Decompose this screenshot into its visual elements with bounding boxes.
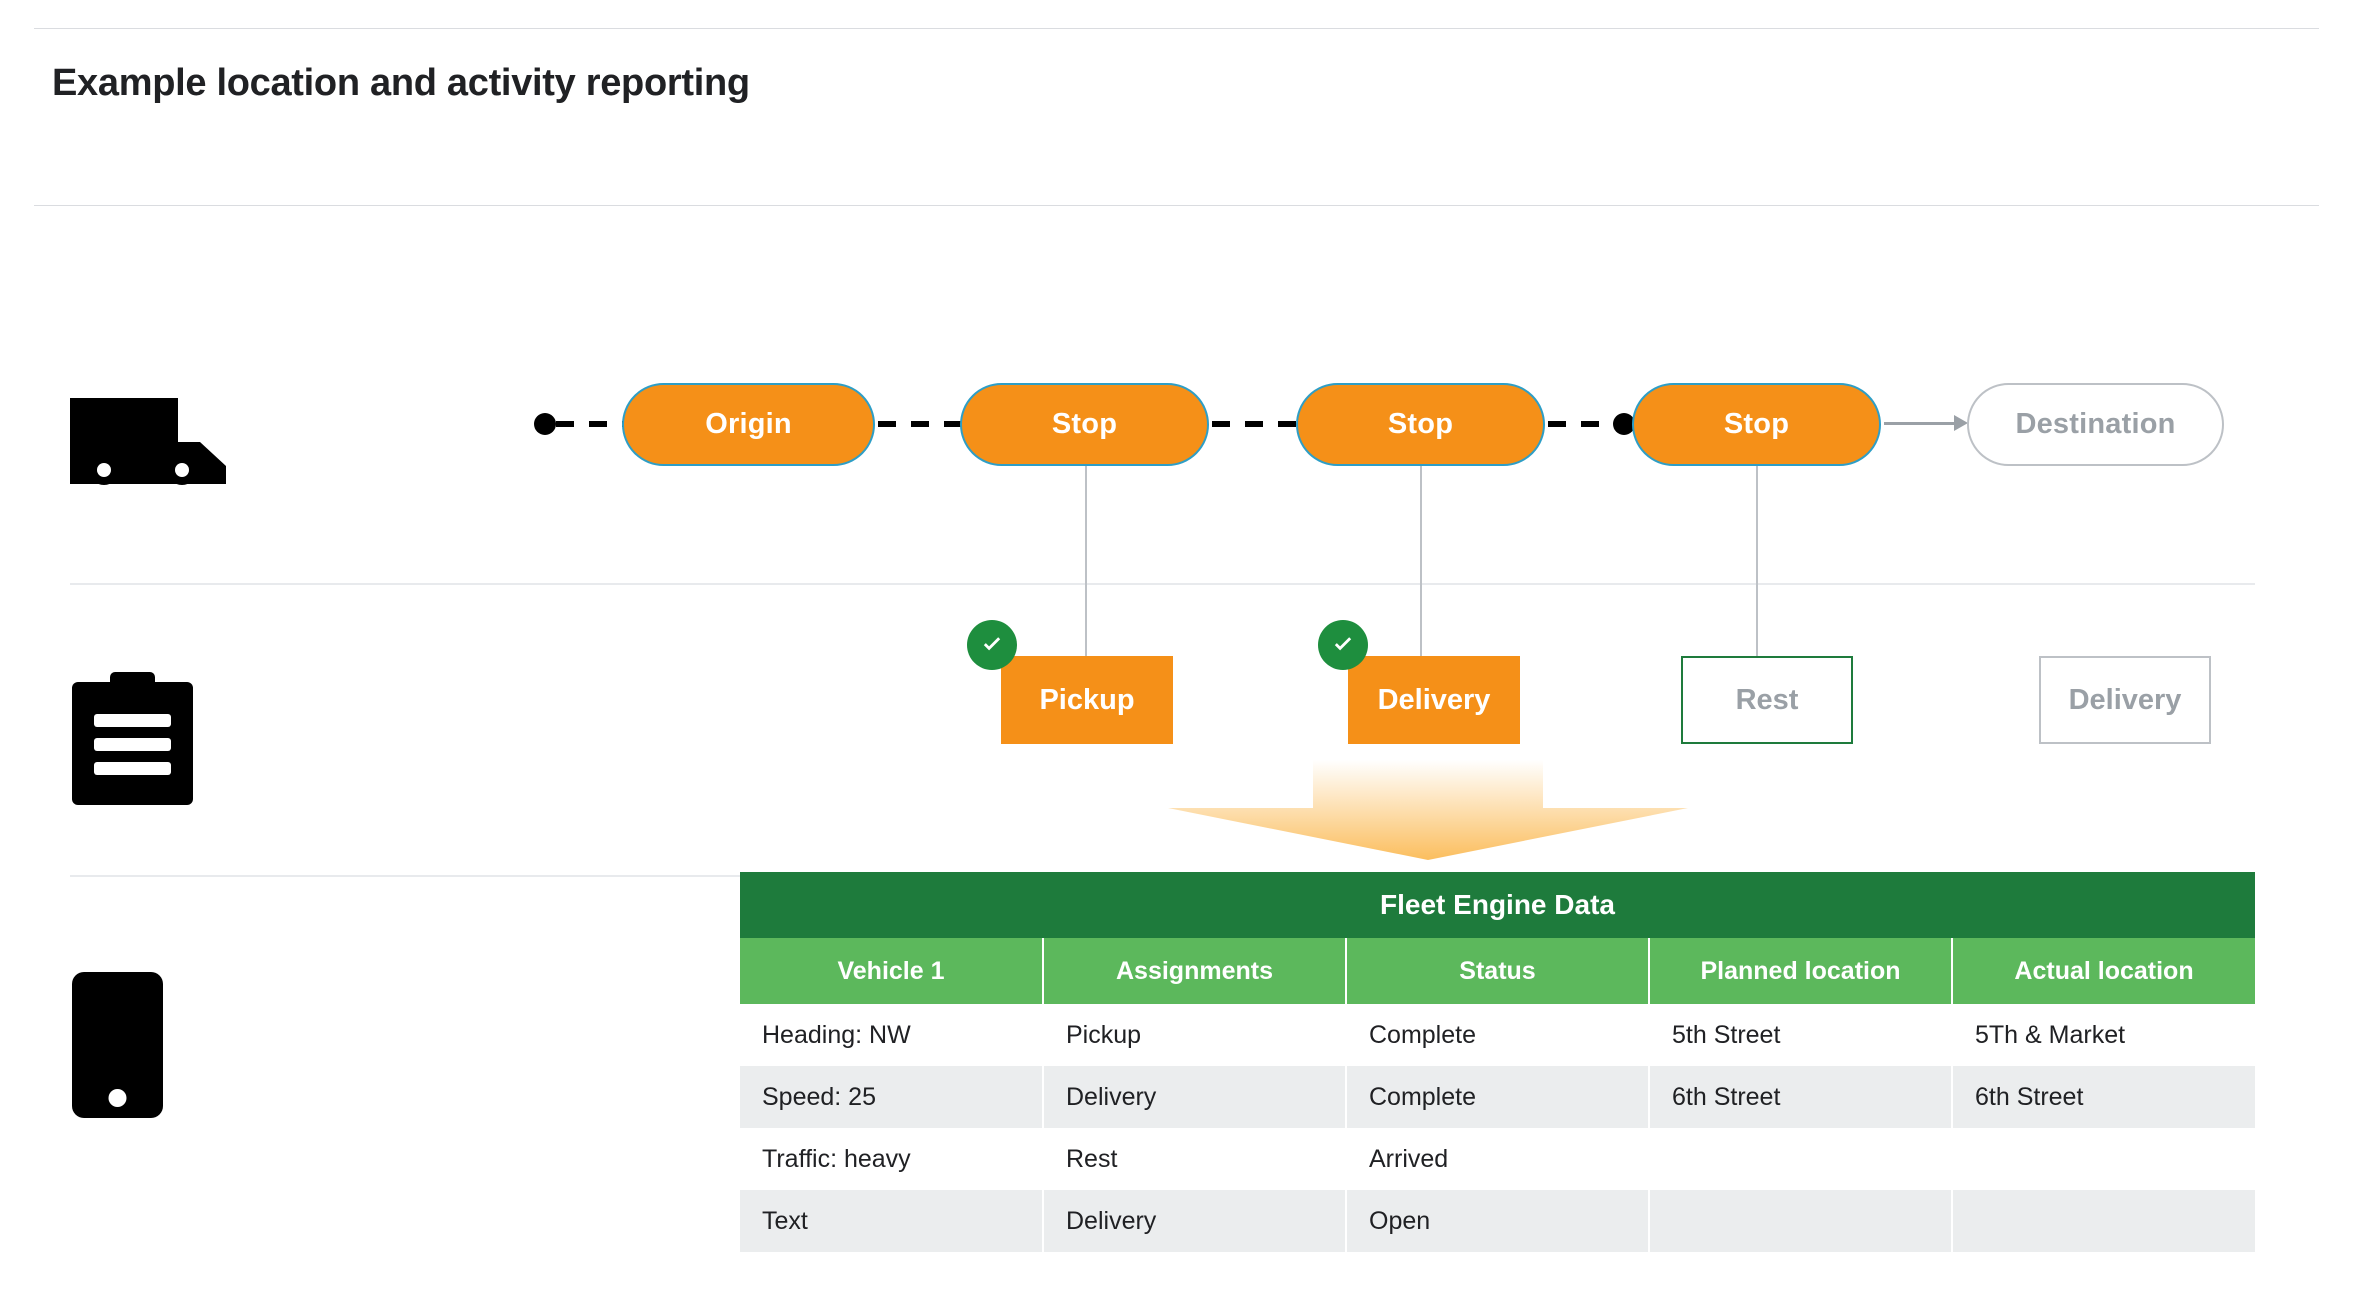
connector-line-delivery — [1420, 466, 1422, 656]
column-header-planned-location: Planned location — [1649, 938, 1952, 1004]
column-header-actual-location: Actual location — [1952, 938, 2255, 1004]
cell-vehicle: Heading: NW — [740, 1004, 1043, 1066]
cell-vehicle: Speed: 25 — [740, 1066, 1043, 1128]
activity-delivery[interactable]: Delivery — [1348, 656, 1520, 744]
page-title: Example location and activity reporting — [52, 62, 750, 104]
connector-line-pickup — [1085, 466, 1087, 656]
route-arrow-head-icon — [1954, 415, 1968, 431]
activity-rest[interactable]: Rest — [1681, 656, 1853, 744]
cell-planned-location: 5th Street — [1649, 1004, 1952, 1066]
check-circle-icon — [1318, 620, 1368, 670]
route-start-dot — [534, 413, 556, 435]
cell-assignment: Delivery — [1043, 1066, 1346, 1128]
activity-pickup[interactable]: Pickup — [1001, 656, 1173, 744]
cell-actual-location — [1952, 1190, 2255, 1252]
route-node-stop-1[interactable]: Stop — [960, 383, 1209, 466]
route-dash-3 — [1212, 421, 1298, 427]
route-dash-1 — [556, 421, 626, 427]
down-arrow-icon — [1168, 760, 1688, 860]
cell-assignment: Delivery — [1043, 1190, 1346, 1252]
route-node-destination[interactable]: Destination — [1967, 383, 2224, 466]
cell-status: Complete — [1346, 1066, 1649, 1128]
cell-status: Arrived — [1346, 1128, 1649, 1190]
table-row — [740, 1004, 2255, 1066]
table-row — [740, 1128, 2255, 1190]
cell-planned-location — [1649, 1128, 1952, 1190]
activity-delivery-open[interactable]: Delivery — [2039, 656, 2211, 744]
cell-vehicle: Text — [740, 1190, 1043, 1252]
column-header-vehicle: Vehicle 1 — [740, 938, 1043, 1004]
cell-status: Complete — [1346, 1004, 1649, 1066]
column-header-status: Status — [1346, 938, 1649, 1004]
cell-planned-location: 6th Street — [1649, 1066, 1952, 1128]
cell-planned-location — [1649, 1190, 1952, 1252]
cell-status: Open — [1346, 1190, 1649, 1252]
table-header-row — [740, 938, 2255, 1004]
fleet-engine-data-table — [740, 872, 2255, 1252]
cell-vehicle: Traffic: heavy — [740, 1128, 1043, 1190]
check-circle-icon — [967, 620, 1017, 670]
cell-actual-location: 5Th & Market — [1952, 1004, 2255, 1066]
cell-actual-location — [1952, 1128, 2255, 1190]
connector-line-rest — [1756, 466, 1758, 656]
route-node-stop-3[interactable]: Stop — [1632, 383, 1881, 466]
route-dash-2 — [878, 421, 962, 427]
route-node-stop-2[interactable]: Stop — [1296, 383, 1545, 466]
table-title: Fleet Engine Data — [740, 872, 2255, 938]
cell-assignment: Pickup — [1043, 1004, 1346, 1066]
table-row — [740, 1190, 2255, 1252]
column-header-assignments: Assignments — [1043, 938, 1346, 1004]
table-row — [740, 1066, 2255, 1128]
route-node-origin[interactable]: Origin — [622, 383, 875, 466]
route-dash-4 — [1548, 421, 1618, 427]
cell-assignment: Rest — [1043, 1128, 1346, 1190]
cell-actual-location: 6th Street — [1952, 1066, 2255, 1128]
route-arrow-line — [1884, 422, 1962, 425]
